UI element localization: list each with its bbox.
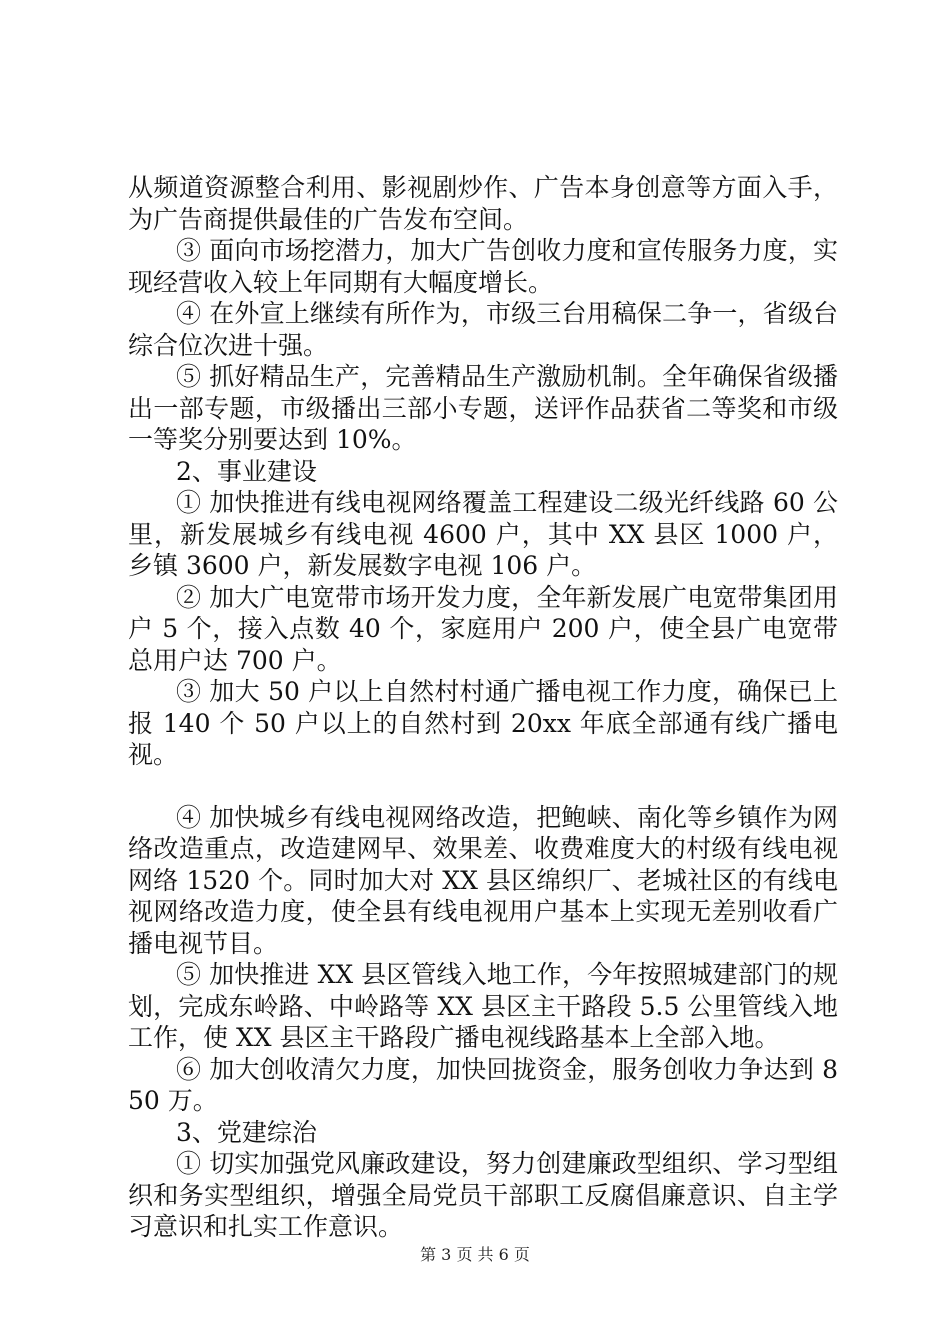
paragraph-item-2-broadband: ② 加大广电宽带市场开发力度，全年新发展广电宽带集团用户 5 个，接入点数 40 个，家庭用户 200 户，使全县广电宽带总用户达 700 户。 (128, 582, 838, 675)
paragraph-item-1-integrity: ① 切实加强党风廉政建设，努力创建廉政型组织、学习型组织和务实型组织，增强全局党员干部职工反腐倡廉意识、自主学习意识和扎实工作意识。 (128, 1149, 838, 1241)
section-heading-career: 2、事业建设 (176, 456, 317, 486)
paragraph-item-4-publicity: ④ 在外宣上继续有所作为，市级三台用稿保二争一，省级台综合位次进十强。 (128, 299, 838, 360)
paragraph-item-4-renovation: ④ 加快城乡有线电视网络改造，把鲍峡、南化等乡镇作为网络改造重点，改造建网早、效果差、收费难度大的村级有线电视网络 1520 个。同时加大对 XX 县区绵织厂、老城社区的有线电视网络改造力度，使全县有线电视用户基本上实现无差别收看广播电视节目。 (128, 802, 838, 958)
paragraph-item-5-underground: ⑤ 加快推进 XX 县区管线入地工作，今年按照城建部门的规划，完成东岭路、中岭路等 XX 县区主干路段 5.5 公里管线入地工作，使 XX 县区主干路段广播电视线路基本上全部入地。 (128, 960, 838, 1052)
document-body (128, 172, 838, 1243)
paragraph-continuation: 从频道资源整合利用、影视剧炒作、广告本身创意等方面入手，为广告商提供最佳的广告发布空间。 (128, 173, 838, 234)
paragraph-item-5-quality: ⑤ 抓好精品生产，完善精品生产激励机制。全年确保省级播出一部专题，市级播出三部小专题，送评作品获省二等奖和市级一等奖分别要达到 10%。 (128, 362, 838, 454)
paragraph-spacer (128, 771, 838, 802)
paragraph-item-6-revenue: ⑥ 加大创收清欠力度，加快回拢资金，服务创收力争达到 850 万。 (128, 1054, 838, 1115)
paragraph-item-3-villages: ③ 加大 50 户以上自然村村通广播电视工作力度，确保已上报 140 个 50 户以上的自然村到 20xx 年底全部通有线广播电视。 (128, 677, 838, 769)
paragraph-item-1-network: ① 加快推进有线电视网络覆盖工程建设二级光纤线路 60 公里，新发展城乡有线电视 4600 户，其中 XX 县区 1000 户，乡镇 3600 户，新发展数字电视 106 户。 (128, 488, 838, 580)
page-number-footer: 第 3 页 共 6 页 (420, 1245, 530, 1264)
section-heading-party: 3、党建综治 (176, 1117, 317, 1147)
paragraph-item-3-market: ③ 面向市场挖潜力，加大广告创收力度和宣传服务力度，实现经营收入较上年同期有大幅度增长。 (128, 236, 838, 297)
